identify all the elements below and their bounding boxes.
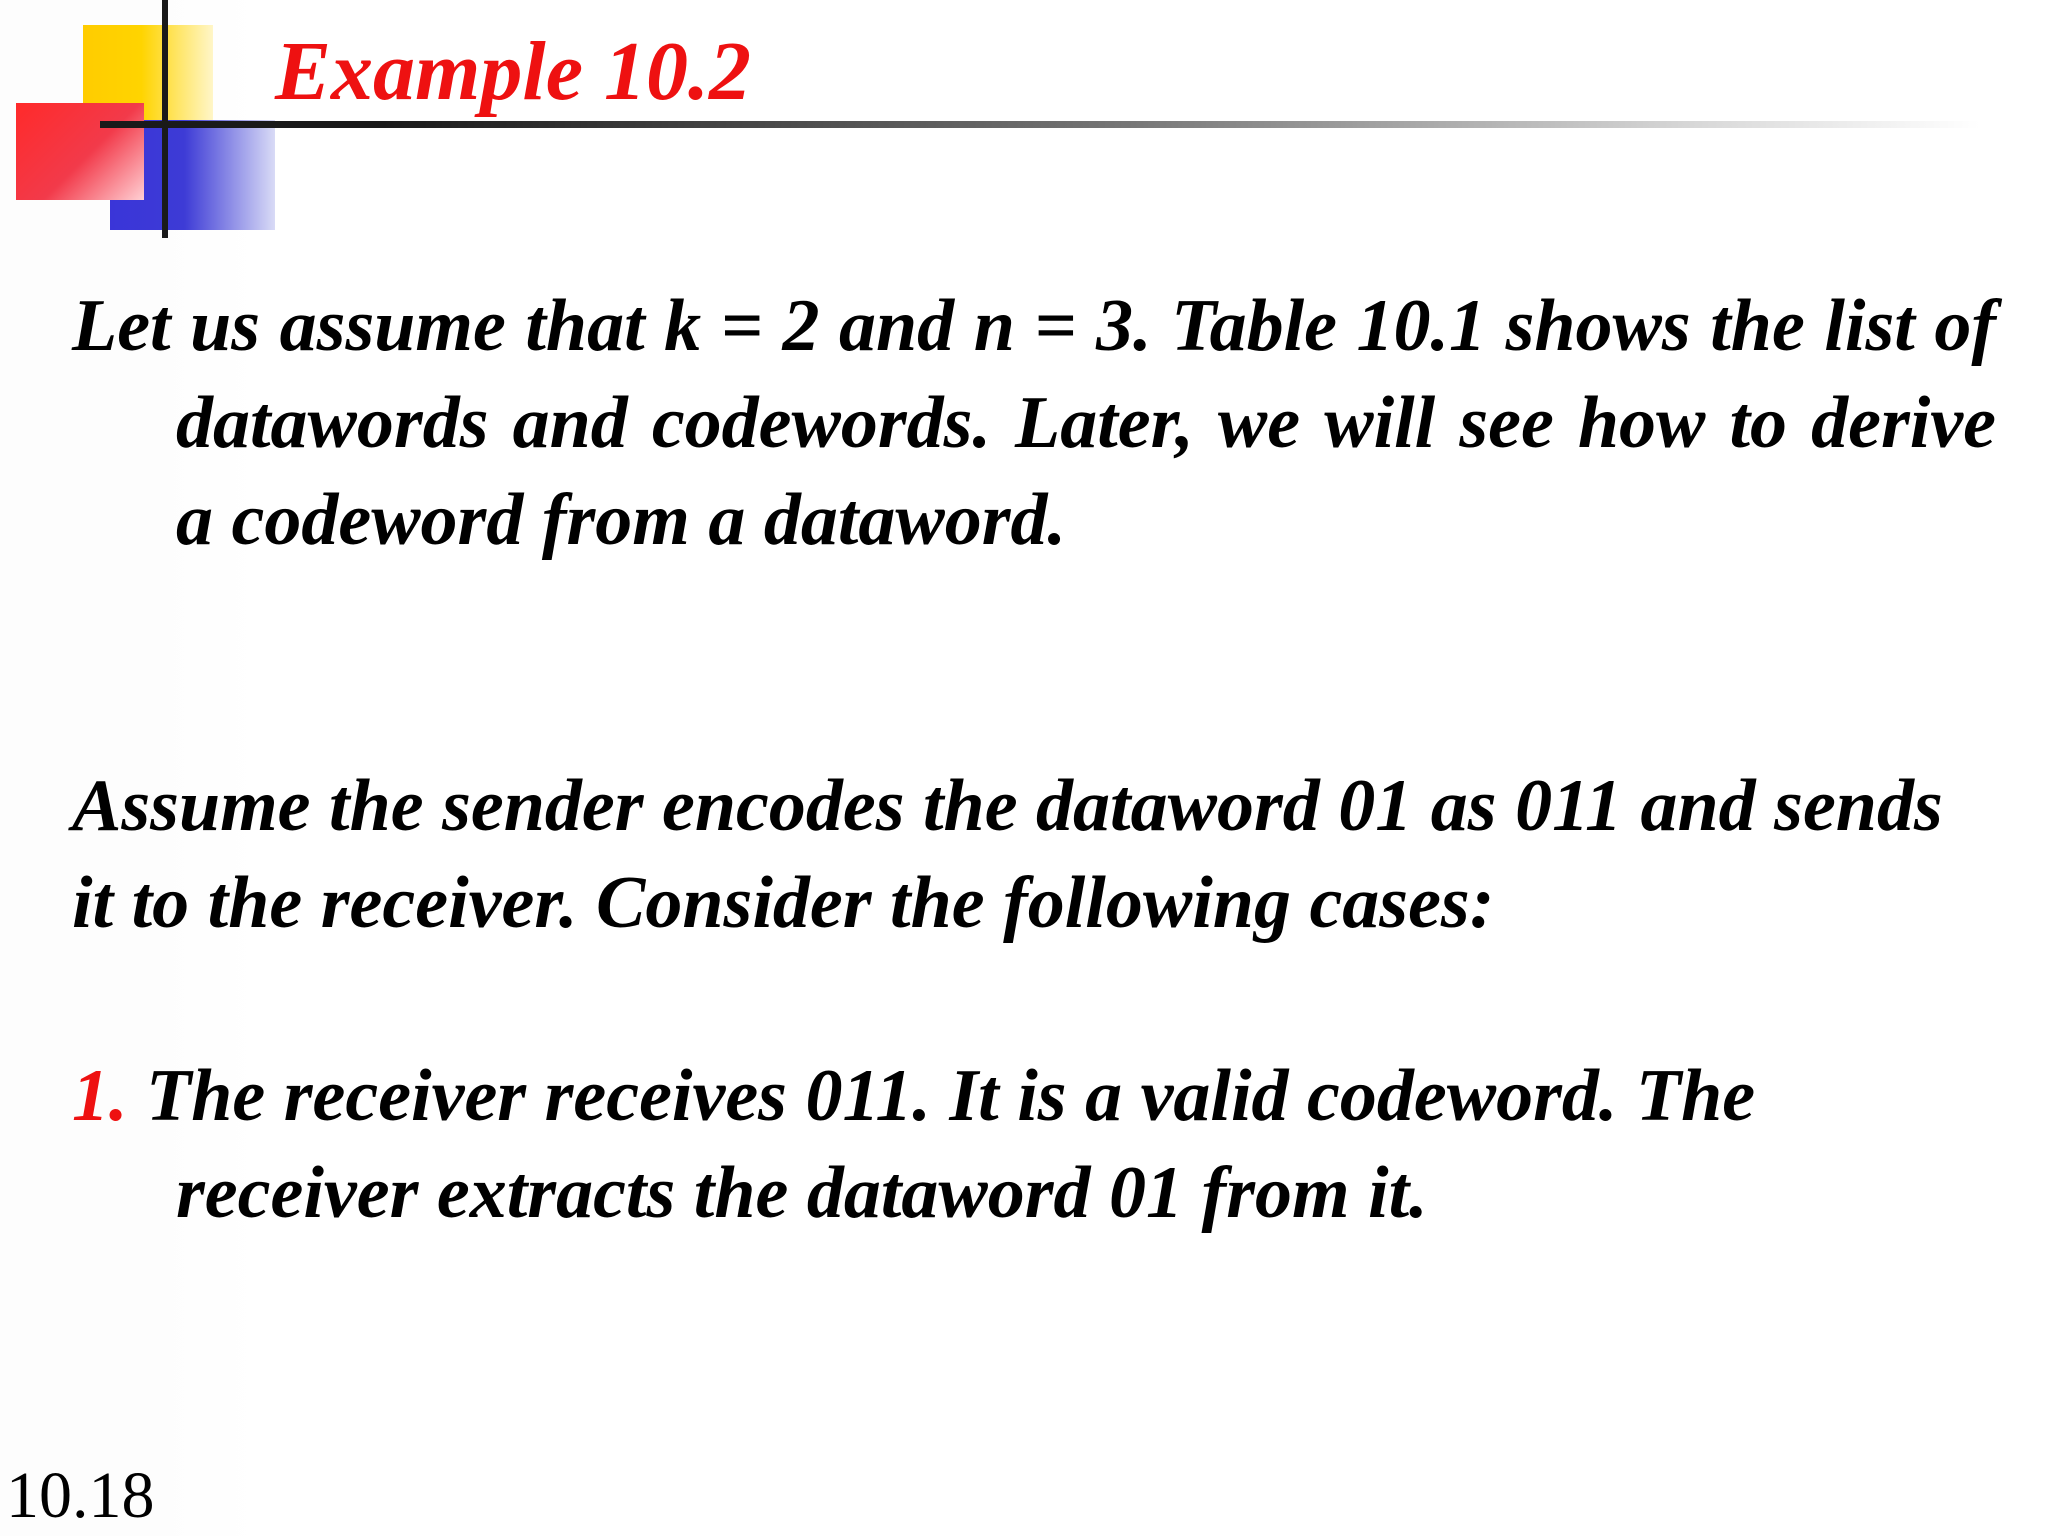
corner-logo	[0, 0, 280, 240]
case-item-1	[72, 1048, 1996, 1242]
title-rule	[100, 121, 1980, 128]
red-square	[16, 103, 144, 200]
paragraph-assumption: Let us assume that k = 2 and n = 3. Table 10.1 shows the list of datawords and codewords. Later, we will see how to derive a codeword from a dataword.	[72, 285, 1996, 561]
case-number: 1.	[72, 1055, 128, 1137]
vertical-rule	[162, 0, 168, 238]
slide-title: Example 10.2	[275, 25, 751, 118]
page-number: 10.18	[6, 1459, 155, 1532]
paragraph-sender: Assume the sender encodes the dataword 01 as 011 and sends it to the receiver. Consider the following cases:	[72, 765, 1943, 944]
case-text: The receiver receives 011. It is a valid codeword. The receiver extracts the dataword 01 from it.	[146, 1055, 1756, 1234]
